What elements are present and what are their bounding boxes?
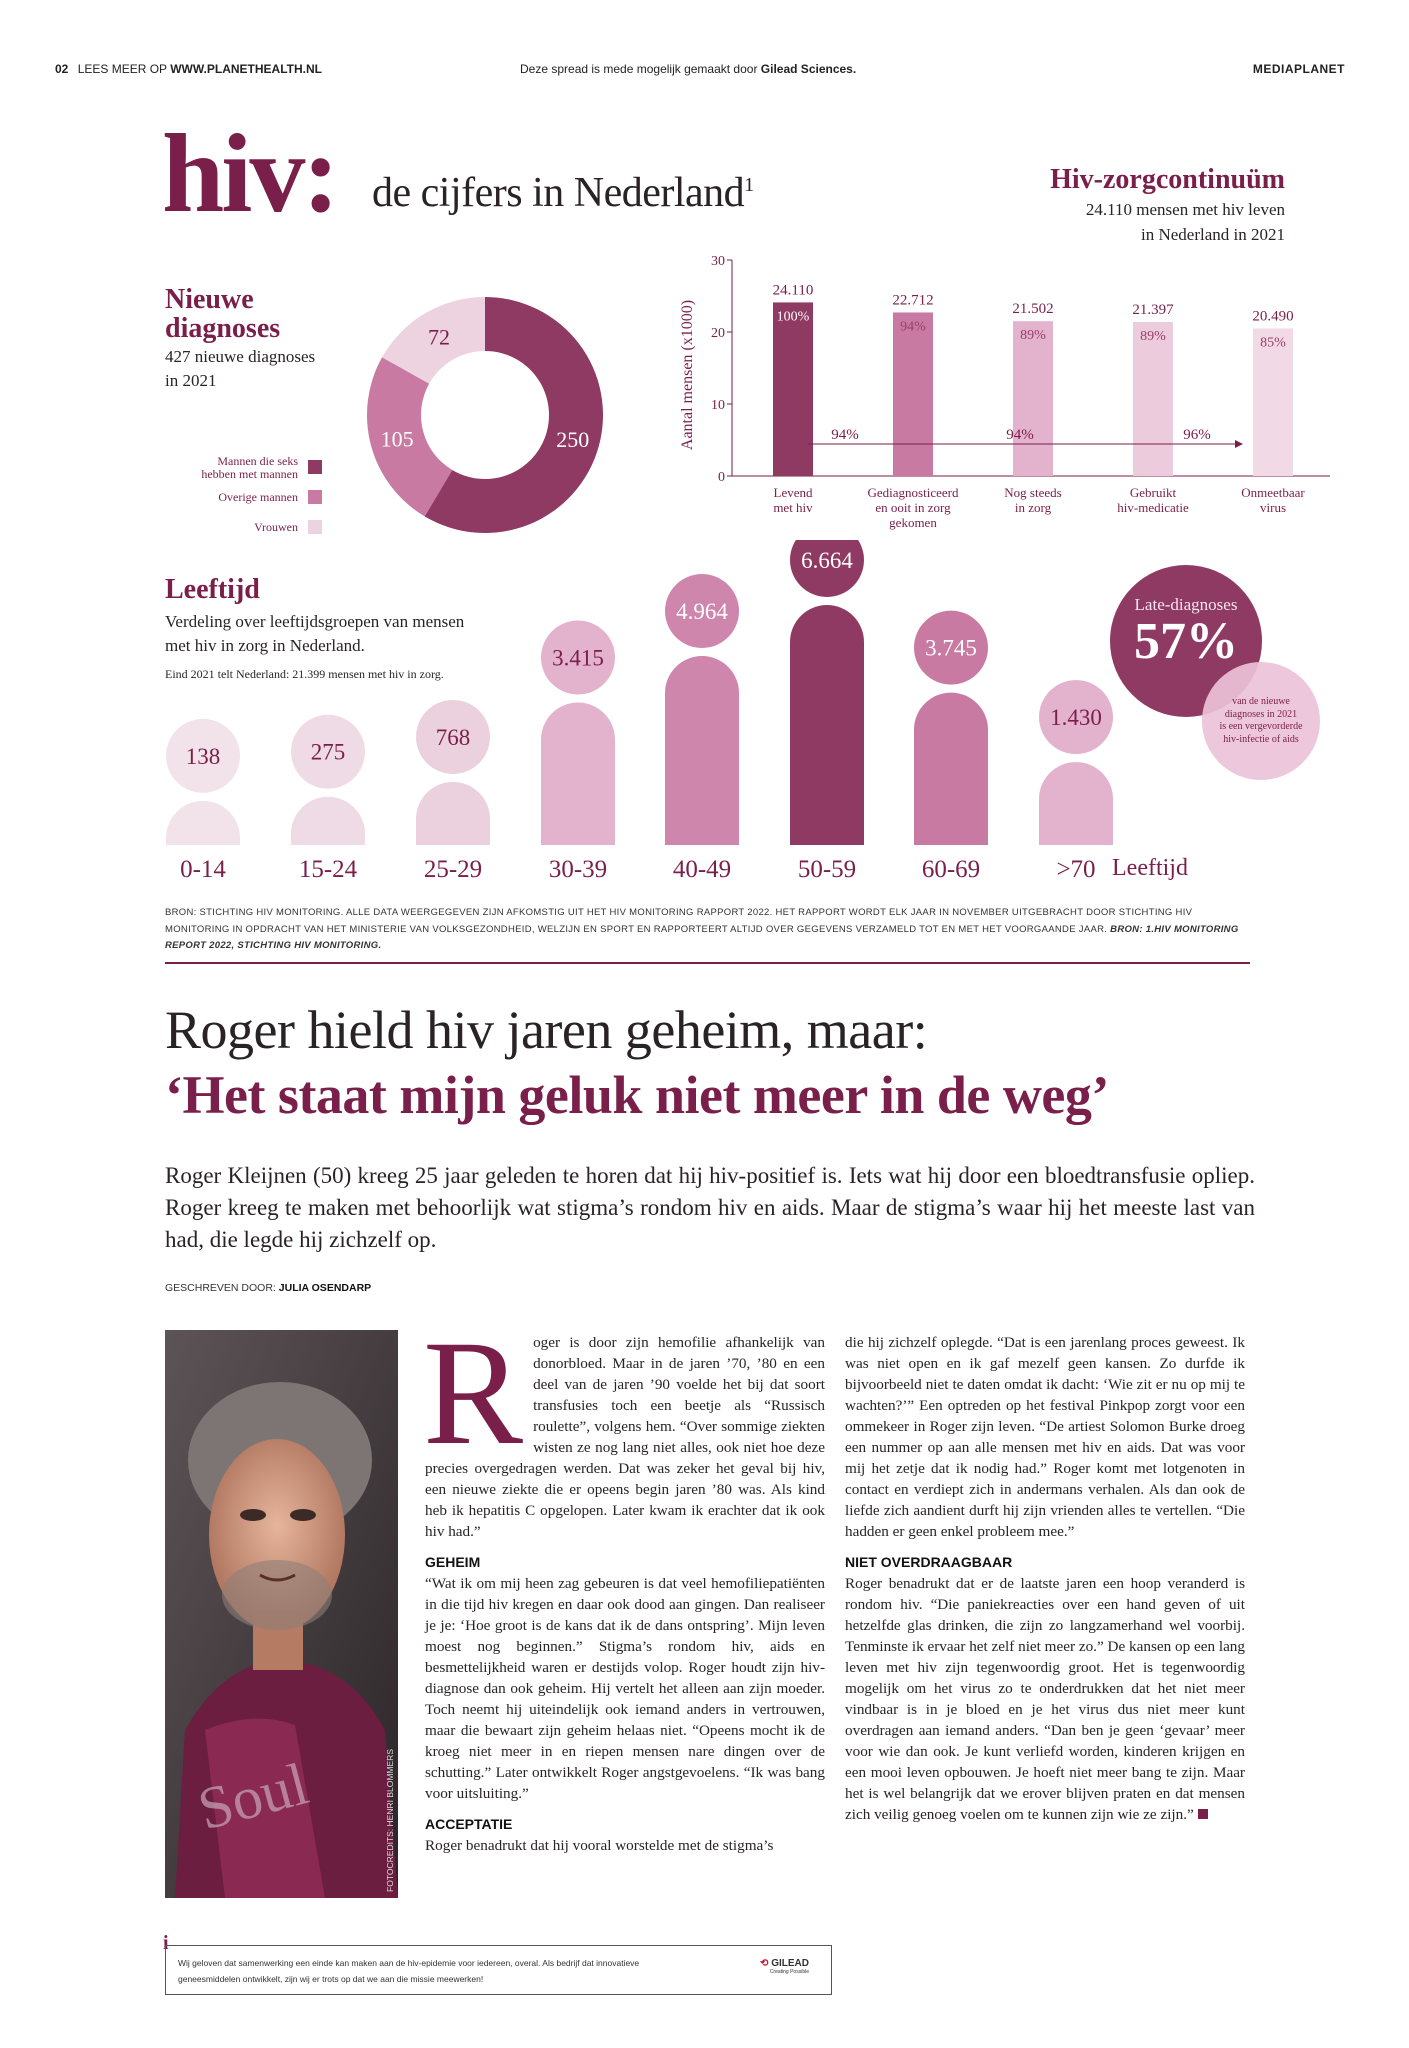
age-bar bbox=[291, 797, 365, 845]
publisher-name: MEDIAPLANET bbox=[1252, 62, 1345, 76]
section-divider bbox=[165, 962, 1250, 964]
age-chart bbox=[150, 540, 1150, 890]
age-category-label: 30-39 bbox=[548, 856, 608, 883]
subhead-niet-overdraagbaar: NIET OVERDRAAGBAAR bbox=[845, 1554, 1013, 1570]
care-y-tick: 10 bbox=[711, 398, 725, 413]
care-bar-pct: 89% bbox=[1020, 328, 1046, 344]
top-bar bbox=[55, 62, 1345, 82]
age-bar-value: 3.415 bbox=[552, 645, 604, 671]
arrow-head-icon bbox=[1235, 440, 1243, 448]
gilead-logo: ⟲ GILEAD Creating Possible bbox=[760, 1958, 809, 1975]
donut-slice-label: 72 bbox=[428, 324, 451, 350]
drop-cap: R bbox=[423, 1310, 524, 1476]
care-category-label: Levend bbox=[773, 485, 813, 500]
info-icon: i bbox=[163, 1932, 169, 1954]
age-bar-value: 275 bbox=[310, 739, 346, 765]
age-bar-value: 3.745 bbox=[925, 635, 977, 661]
age-bar bbox=[790, 605, 864, 845]
care-category-label: en ooit in zorg bbox=[875, 500, 951, 515]
care-subtitle: 24.110 mensen met hiv leven in Nederland in 2021 bbox=[1085, 200, 1285, 244]
age-category-label: 15-24 bbox=[298, 856, 358, 883]
read-more-label: LEES MEER OP bbox=[77, 62, 167, 76]
legend-women: Vrouwen bbox=[254, 520, 298, 534]
age-bar-value: 138 bbox=[185, 743, 221, 769]
care-category-label: in zorg bbox=[1014, 500, 1052, 515]
gilead-logo-icon: ⟲ bbox=[760, 1958, 769, 1969]
article-column-2 bbox=[845, 1332, 1245, 1825]
legend-msm: Mannen die seks hebben met mannen bbox=[201, 454, 298, 481]
age-category-label: 50-59 bbox=[797, 856, 857, 883]
care-category-label: gekomen bbox=[889, 515, 937, 530]
care-bar-pct: 89% bbox=[1140, 328, 1166, 344]
page-number: 02 bbox=[55, 62, 69, 76]
portrait-photo bbox=[165, 1330, 398, 1898]
subhead-geheim: GEHEIM bbox=[425, 1554, 481, 1570]
footnote-mark: 1 bbox=[744, 174, 754, 196]
age-category-label: 40-49 bbox=[672, 856, 732, 883]
late-diagnoses-pct: 57% bbox=[1134, 613, 1238, 670]
sponsor-statement: Wij geloven dat samenwerking een einde kan maken aan de hiv-epidemie voor iedereen, overal. Als bedrijf dat innovatieve geneesmiddelen ontwikkelt, zijn wij er trots op dat we aan die missie meewerken! bbox=[178, 1958, 640, 1984]
care-bar-pct: 85% bbox=[1260, 335, 1286, 351]
article-headline: Roger hield hiv jaren geheim, maar: bbox=[165, 1000, 928, 1060]
care-category-label: hiv-medicatie bbox=[1117, 500, 1189, 515]
care-category-label: Onmeetbaar bbox=[1241, 485, 1305, 500]
care-y-tick: 30 bbox=[711, 254, 725, 269]
age-bar bbox=[914, 693, 988, 845]
care-y-tick: 20 bbox=[711, 326, 725, 341]
age-title: Leeftijd bbox=[165, 574, 260, 605]
age-bar-value: 768 bbox=[435, 724, 471, 750]
arrow-pct-3: 96% bbox=[1183, 427, 1211, 443]
sponsor-box bbox=[165, 1945, 832, 1995]
byline: GESCHREVEN DOOR: JULIA OSENDARP bbox=[165, 1282, 372, 1294]
care-title: Hiv-zorgcontinuüm bbox=[1050, 164, 1285, 195]
age-bar bbox=[541, 703, 615, 845]
age-text: Verdeling over leeftijdsgroepen van mensen met hiv in zorg in Nederland. bbox=[165, 612, 465, 655]
care-bar-pct: 100% bbox=[776, 309, 810, 325]
legend-swatch-other-men bbox=[308, 490, 322, 504]
article-paragraph-2: “Wat ik om mij heen zag gebeuren is dat veel hemofiliepatiënten in die tijd hiv kregen en daar ook dood aan gingen. Dan realiseer je je: ‘Hoe groot is de kans dat ik de dans ontspring’. Mijn leven moest nog beginnen.” Stigma’s rondom hiv, aids en besmettelijkheid waren er destijds volop. Roger houdt zijn hiv-diagnose dan ook geheim. Hij vertelt het alleen aan zijn moeder. Toch neemt hij uiteindelijk ook iemand anders in vertrouwen, maar die bewaart zijn geheim helaas niet. “Opeens mocht ik de kroeg niet meer in en riepen mensen nare dingen over de schutting.” Later ontwikkelt Roger angstgevoelens. “Ik was bang voor uitsluiting.” bbox=[425, 1575, 825, 1802]
age-axis-label: Leeftijd bbox=[1112, 855, 1188, 881]
arrow-pct-2: 94% bbox=[1006, 427, 1034, 443]
age-note: Eind 2021 telt Nederland: 21.399 mensen met hiv in zorg. bbox=[165, 667, 444, 681]
care-category-label: Gebruikt bbox=[1129, 485, 1177, 500]
care-bar-value: 21.397 bbox=[1132, 301, 1174, 318]
age-category-label: 0-14 bbox=[180, 856, 226, 883]
care-category-label: met hiv bbox=[773, 500, 813, 515]
age-bar bbox=[665, 656, 739, 845]
subhead-acceptatie: ACCEPTATIE bbox=[425, 1816, 513, 1832]
legend-other-men: Overige mannen bbox=[218, 490, 298, 504]
age-bar-value: 1.430 bbox=[1050, 705, 1102, 731]
article-paragraph-3: Roger benadrukt dat hij vooral worstelde met de stigma’s bbox=[425, 1837, 774, 1854]
age-category-label: 60-69 bbox=[921, 856, 981, 883]
age-category-label: 25-29 bbox=[423, 856, 483, 883]
care-bar bbox=[1013, 321, 1053, 476]
sponsor-note: Deze spread is mede mogelijk gemaakt door Gilead Sciences. bbox=[520, 62, 857, 76]
svg-text:Soul: Soul bbox=[191, 1750, 315, 1843]
age-bar bbox=[416, 782, 490, 845]
article-quote-headline: ‘Het staat mijn geluk niet meer in de weg’ bbox=[165, 1065, 1109, 1125]
age-bar bbox=[166, 801, 240, 845]
care-bar-value: 24.110 bbox=[772, 282, 814, 299]
end-mark-icon bbox=[1198, 1809, 1208, 1819]
donut-slice-label: 250 bbox=[556, 427, 590, 453]
main-subtitle: de cijfers in Nederland$^1$ bbox=[372, 170, 754, 216]
care-category-label: virus bbox=[1260, 500, 1286, 515]
late-diagnoses-title: Late-diagnoses bbox=[1134, 595, 1238, 614]
legend-swatch-women bbox=[308, 520, 322, 534]
care-bar bbox=[773, 302, 813, 476]
care-y-tick: 0 bbox=[718, 470, 725, 485]
care-bar-value: 20.490 bbox=[1252, 308, 1294, 325]
sponsor-name: Gilead Sciences. bbox=[760, 62, 857, 76]
legend-swatch-msm bbox=[308, 460, 322, 474]
care-bar-chart bbox=[665, 250, 1335, 540]
care-bar bbox=[1253, 328, 1293, 476]
care-category-label: Gediagnosticeerd bbox=[867, 485, 959, 500]
age-category-label: >70 bbox=[1056, 856, 1096, 883]
care-bar-pct: 94% bbox=[900, 319, 926, 335]
care-y-label: Aantal mensen (x1000) bbox=[679, 299, 696, 451]
late-note-text: van de nieuwe diagnoses in 2021 is een vergevorderde hiv-infectie of aids bbox=[1219, 696, 1303, 745]
care-bar bbox=[1133, 322, 1173, 476]
care-bar bbox=[893, 312, 933, 476]
arrow-pct-1: 94% bbox=[831, 427, 859, 443]
age-bar-value: 6.664 bbox=[801, 548, 853, 573]
article-paragraph-1: oger is door zijn hemofilie afhankelijk van donorbloed. Maar in de jaren ’70, ’80 en een deel van de jaren ’90 voelde het bij dat soort transfusies toch een beetje als “Russisch roulette”, volgens hem. “Over sommige ziekten wisten ze nog lang niet alles, ook niet hoe deze precies overgedragen werden. Dat was zeker het geval bij hiv, een nieuwe ziekte die er opeens begin jaren ’80 was. Als kind heb ik hepatitis C opgelopen. Later kwam ik erachter dat ik ook hiv had.” bbox=[425, 1334, 825, 1540]
photo-credit: FOTOCREDITS: HENRI BLOMMERS bbox=[385, 1749, 395, 1892]
donut-slice-label: 105 bbox=[380, 426, 414, 452]
age-bar-value: 4.964 bbox=[676, 599, 728, 625]
new-diagnoses-title: Nieuwe diagnoses bbox=[165, 284, 281, 345]
article-lead: Roger Kleijnen (50) kreeg 25 jaar geleden te horen dat hij hiv-positief is. Iets wat hij door een bloedtransfusie opliep. Roger kreeg te maken met behoorlijk wat stigma’s rondom hiv en aids. Maar de stigma’s waar hij het meeste last van had, die legde hij zichzelf op. bbox=[165, 1163, 1255, 1252]
source-note: BRON: STICHTING HIV MONITORING. ALLE DATA WEERGEGEVEN ZIJN AFKOMSTIG UIT HET HIV MONITORING RAPPORT 2022. HET RAPPORT WORDT ELK JAAR IN NOVEMBER UITGEBRACHT DOOR STICHTING HIV MONITORING IN OPDRACHT VAN HET MINISTERIE VAN VOLKSGEZONDHEID, WELZIJN EN SPORT EN RAPPORTEERT ALTIJD OVER GEGEVENS VERZAMELD TOT EN MET HET VOORGAANDE JAAR. BRON: 1.HIV MONITORING REPORT 2022, STICHTING HIV MONITORING. bbox=[165, 907, 1239, 952]
main-title: hiv: bbox=[162, 112, 337, 236]
website-link[interactable]: WWW.PLANETHEALTH.NL bbox=[170, 62, 322, 76]
donut-chart bbox=[355, 285, 615, 545]
care-bar-value: 22.712 bbox=[892, 292, 934, 309]
article-column-1 bbox=[423, 1310, 825, 1856]
new-diagnoses-text: 427 nieuwe diagnoses in 2021 bbox=[165, 347, 316, 390]
care-bar-value: 21.502 bbox=[1012, 301, 1054, 318]
article-paragraph-4: die hij zichzelf oplegde. “Dat is een jarenlang proces geweest. Ik was niet open en ik gaf mezelf geen kansen. Zo durfde ik bijvoorbeeld niet te daten omdat ik dacht: ‘Wie zit er nu op mij te wachten?’” Een optreden op het festival Pinkpop zorgt voor een ommekeer in Roger zijn leven. “De artiest Solomon Burke droeg een nummer op aan alle mensen met hiv en aids. Dat was voor mij het zetje dat ik nodig had.” Roger komt met lotgenoten in contact en verdiept zich in andermans verhalen. Als dan ook de liefde zich aandient durft hij zijn vrienden alles te vertellen. “Die hadden er geen enkel probleem mee.” bbox=[845, 1334, 1245, 1540]
care-category-label: Nog steeds bbox=[1004, 485, 1062, 500]
age-bar bbox=[1039, 762, 1113, 845]
article-paragraph-5: Roger benadrukt dat er de laatste jaren een hoop veranderd is rondom hiv. “Die paniekreacties over een hand geven of uit hetzelfde glas drinken, die zijn zo langzamerhand wel voorbij. Tenminste ik ervaar het zelf niet meer zo.” De kansen op een lang leven met hiv zijn tegenwoordig groot. Het is tegenwoordig mogelijk om het virus zo te onderdrukken dat het niet meer vindbaar is in je bloed en je het virus dus niet meer kunt overdragen aan iemand anders. “Dan ben je geen ‘gevaar’ meer voor wie dan ook. Je kunt verliefd worden, kinderen krijgen en een mooi leven opbouwen. Je hoeft niet meer bang te zijn. Maar het is wel belangrijk dat we erover blijven praten en dat mensen zich veilig genoeg voelen om te kunnen zijn wie ze zijn.” bbox=[845, 1575, 1245, 1823]
